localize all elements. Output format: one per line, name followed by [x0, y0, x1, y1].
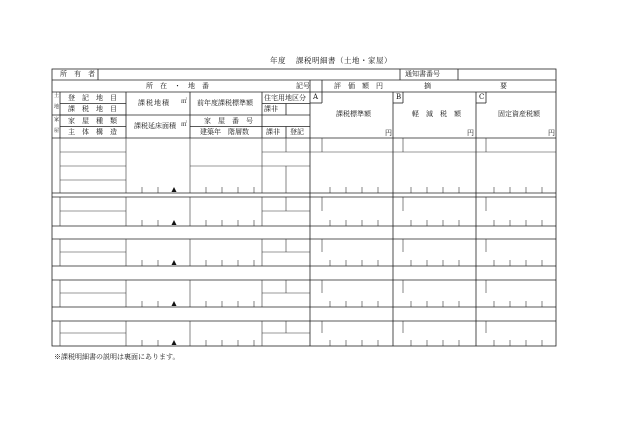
prev-year-base-label: 前年度課税標準額 [197, 99, 253, 107]
land-area-label: 課税地積 [138, 99, 170, 107]
summary-label-2: 要 [500, 82, 507, 90]
built-year-floors-label: 建築年 階層数 [200, 128, 249, 136]
footer-note: ※課税明細書の説明は裏面にあります。 [54, 353, 180, 361]
summary-label: 摘 [424, 82, 431, 90]
year-suffix: 年度 [270, 56, 286, 65]
marker-1: 土 [54, 93, 60, 99]
mark-label: 記号 [296, 82, 310, 90]
marker-3: 家 [54, 117, 60, 123]
land-area-unit: ㎡ [181, 98, 188, 105]
document-title: 課税明細書（土地・家屋） [296, 56, 392, 65]
taxable-label-2: 課非 [266, 128, 280, 136]
box-b: B [396, 93, 402, 101]
location-label: 所 在 ・ 地 番 [146, 82, 209, 90]
yen-a: 円 [385, 129, 392, 137]
notice-number-label: 通知書番号 [405, 70, 440, 78]
valuation-yen: 円 [376, 82, 383, 90]
yen-b: 円 [467, 129, 474, 137]
row-label-structure: 主 体 構 造 [68, 128, 117, 136]
row-label-registry-category: 登 記 地 目 [68, 94, 117, 102]
house-number-label: 家 屋 番 号 [204, 117, 253, 125]
yen-c: 円 [548, 129, 555, 137]
floor-area-unit: ㎡ [181, 121, 188, 128]
valuation-label: 評 価 額 [334, 82, 369, 90]
taxable-label: 課非 [264, 105, 278, 113]
box-a: A [313, 93, 319, 101]
reduction-label: 軽 減 税 額 [412, 110, 461, 118]
floor-area-label: 課税延床面積 [134, 122, 176, 130]
marker-4: 屋 [54, 128, 60, 134]
box-c: C [479, 93, 485, 101]
marker-2: 地 [54, 104, 60, 110]
registry-label: 登記 [290, 128, 304, 136]
owner-label: 所 有 者 [60, 70, 95, 78]
residential-land-label: 住宅用地区分 [264, 94, 306, 102]
row-label-building-type: 家 屋 種 類 [68, 117, 117, 125]
tax-base-label: 課税標準額 [336, 110, 371, 118]
fixed-asset-tax-label: 固定資産税額 [498, 110, 540, 118]
row-label-tax-category: 課 税 地 目 [68, 105, 117, 113]
